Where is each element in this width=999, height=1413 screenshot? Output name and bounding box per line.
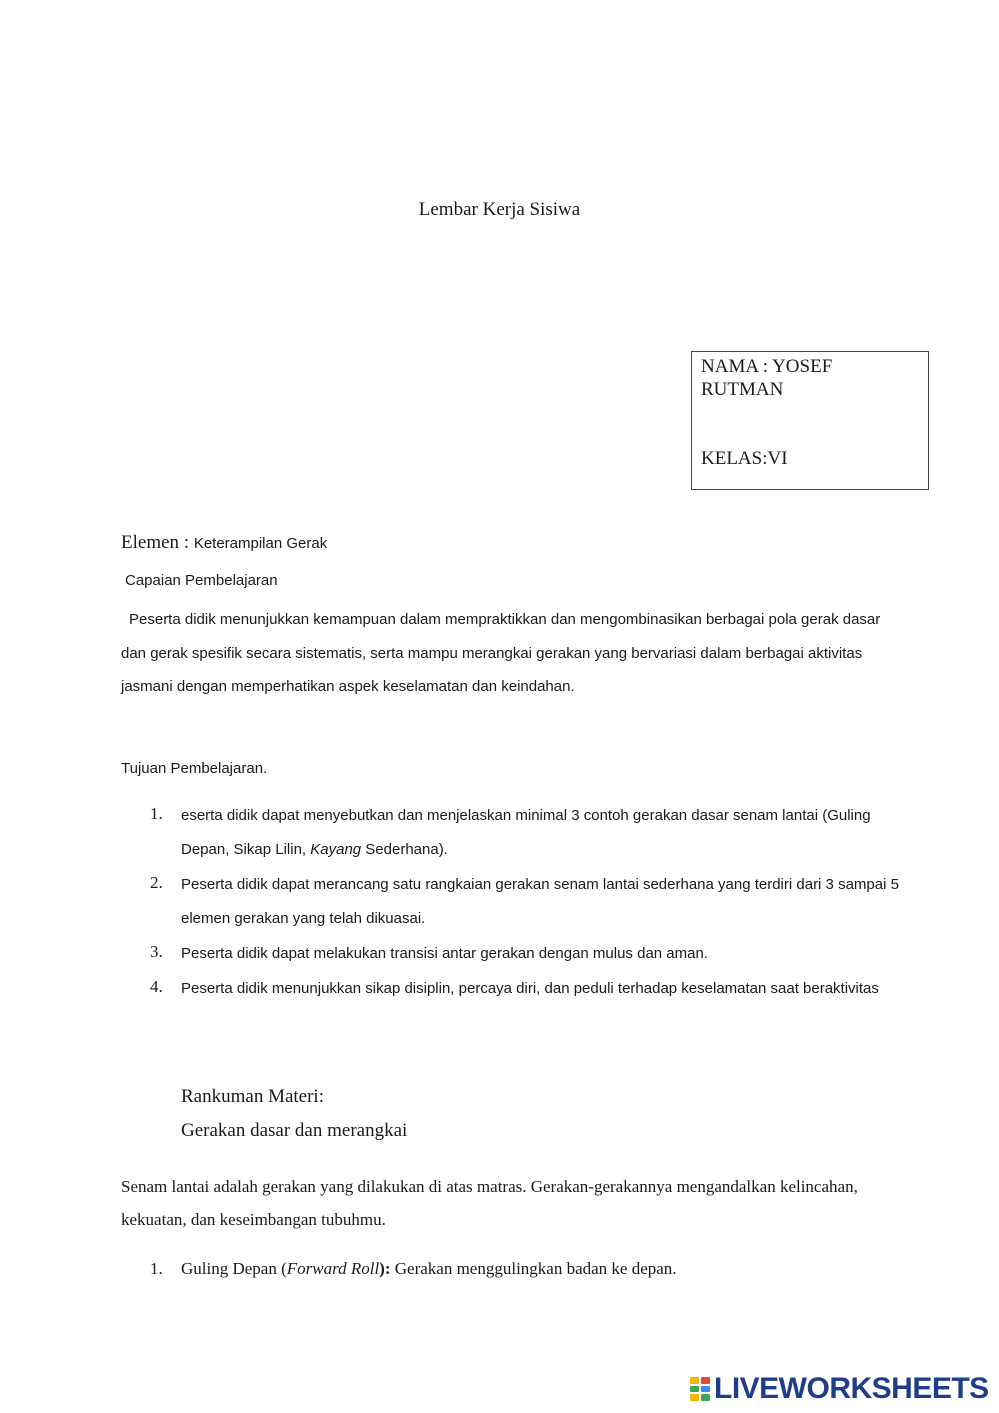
- elemen-value: Keterampilan Gerak: [193, 535, 328, 552]
- page-title: Lembar Kerja Sisiwa: [418, 199, 581, 220]
- logo-text: LIVEWORKSHEETS: [714, 1372, 989, 1405]
- elemen-label: Elemen :: [121, 532, 190, 553]
- tujuan-heading: Tujuan Pembelajaran.: [121, 760, 268, 777]
- list-text: Peserta didik dapat merancang satu rangkaian gerakan senam lantai sederhana yang terdiri dari 3 sampai 5 elemen gerakan yang telah dikuasai.: [181, 876, 899, 927]
- list-number: 3.: [150, 942, 163, 961]
- logo-square: [690, 1386, 699, 1393]
- logo-square: [701, 1377, 710, 1384]
- logo-square: [690, 1377, 699, 1384]
- logo-square: [701, 1394, 710, 1401]
- rangkuman-block: [181, 1080, 407, 1148]
- logo-icon: [690, 1377, 710, 1401]
- capaian-heading: Capaian Pembelajaran: [125, 572, 278, 589]
- rangkuman-subheading: Gerakan dasar dan merangkai: [181, 1120, 408, 1141]
- materi-item: 1. Guling Depan (Forward Roll): Gerakan menggulingkan badan ke depan.: [150, 1259, 677, 1278]
- list-text: Peserta didik menunjukkan sikap disiplin, percaya diri, dan peduli terhadap keselamatan saat beraktivitas: [181, 980, 879, 997]
- student-class: KELAS:VI: [701, 448, 788, 469]
- capaian-paragraph: Peserta didik menunjukkan kemampuan dalam mempraktikkan dan mengombinasikan berbagai pola gerak dasar dan gerak spesifik secara sistematis, serta mampu merangkai gerakan yang bervariasi dalam berbagai aktivitas jasmani dengan memperhatikan aspek keselamatan dan keindahan.: [121, 611, 881, 695]
- list-number: 4.: [150, 977, 163, 996]
- student-info-box: [691, 351, 929, 490]
- elemen-line: [121, 532, 327, 554]
- list-number: 1.: [150, 804, 163, 823]
- list-number: 1.: [150, 1259, 163, 1278]
- student-name: NAMA : YOSEF RUTMAN: [701, 356, 833, 400]
- list-text: eserta didik dapat menyebutkan dan menjelaskan minimal 3 contoh gerakan dasar senam lantai (Guling Depan, Sikap Lilin, Kayang Sederhana).: [181, 807, 871, 858]
- logo-square: [690, 1394, 699, 1401]
- list-number: 2.: [150, 873, 163, 892]
- list-text: Peserta didik dapat melakukan transisi antar gerakan dengan mulus dan aman.: [181, 945, 708, 962]
- rangkuman-heading: Rankuman Materi:: [181, 1086, 324, 1107]
- logo-square: [701, 1386, 710, 1393]
- liveworksheets-logo: [690, 1374, 989, 1404]
- senam-paragraph: Senam lantai adalah gerakan yang dilakukan di atas matras. Gerakan-gerakannya mengandalkan kelincahan, kekuatan, dan keseimbangan tubuhmu.: [121, 1177, 858, 1229]
